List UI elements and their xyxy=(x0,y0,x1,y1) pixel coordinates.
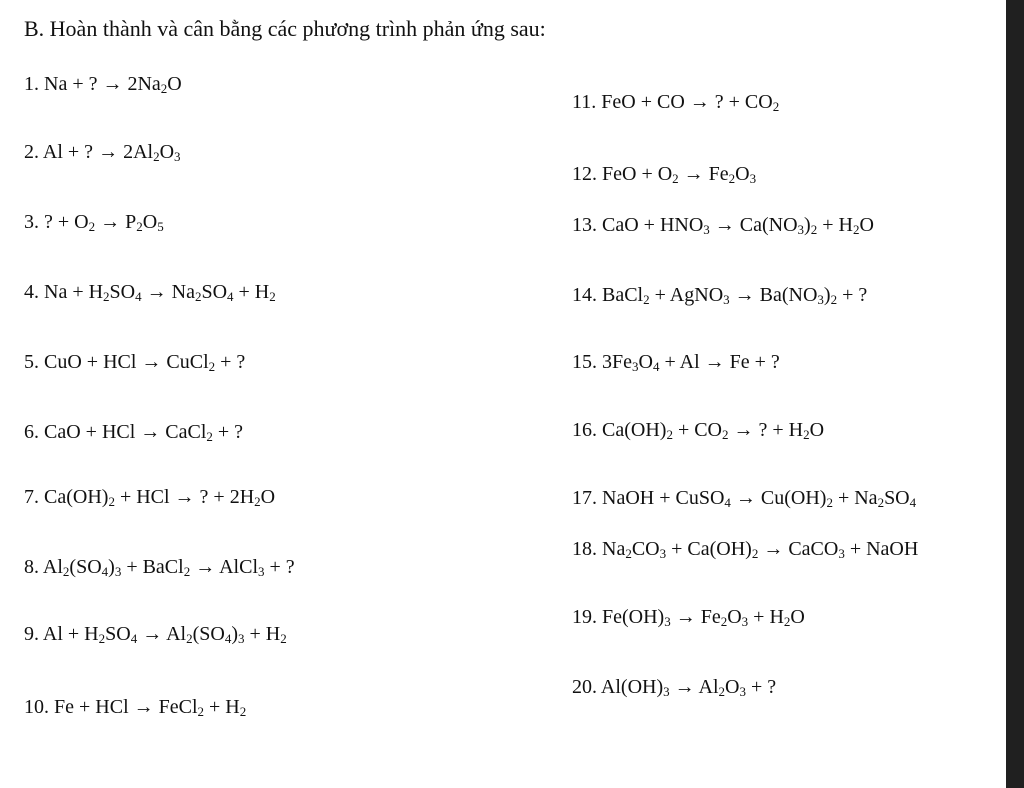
equation-text: Ca(OH) xyxy=(44,486,109,508)
equation-text: + NaOH xyxy=(844,538,919,560)
subscript: 2 xyxy=(803,427,810,442)
equation-number: 5. xyxy=(24,351,44,373)
equation-number: 2. xyxy=(24,141,43,163)
equation-text: CaO + HCl → CaCl xyxy=(44,421,207,443)
equation-text: + H xyxy=(204,696,240,718)
equation-19 xyxy=(572,605,805,629)
subscript: 4 xyxy=(224,631,232,646)
window-edge xyxy=(1006,0,1024,788)
equation-text: + H xyxy=(244,623,281,645)
subscript: 2 xyxy=(98,631,106,646)
equation-text: O xyxy=(727,606,742,628)
subscript: 2 xyxy=(722,427,729,442)
equation-text: ) xyxy=(231,623,239,645)
equation-text: + ? xyxy=(264,556,295,578)
equation-text: Na xyxy=(602,538,626,560)
subscript: 3 xyxy=(174,149,181,164)
equation-number: 15. xyxy=(572,351,602,373)
subscript: 2 xyxy=(720,614,728,629)
equation-text: CO xyxy=(631,538,660,560)
equation-20 xyxy=(572,675,776,699)
equation-text: → Ba(NO xyxy=(729,284,818,306)
equation-text: 3Fe xyxy=(602,351,632,373)
subscript: 2 xyxy=(88,219,96,234)
equation-13 xyxy=(572,213,874,237)
subscript: 4 xyxy=(135,289,142,304)
subscript: 2 xyxy=(153,149,160,164)
subscript: 2 xyxy=(718,684,726,699)
equation-text: Al xyxy=(42,556,63,578)
equation-number: 20. xyxy=(572,676,601,698)
subscript: 2 xyxy=(877,495,885,510)
equation-number: 14. xyxy=(572,284,602,306)
equation-text: + H xyxy=(233,281,270,303)
equation-text: → Al xyxy=(669,676,719,698)
page-title: B. Hoàn thành và cân bằng các phương trình phản ứng sau: xyxy=(24,16,546,41)
equation-text: Fe(OH) xyxy=(602,606,665,628)
equation-text: + ? xyxy=(837,284,868,306)
equation-text: Na + ? → 2Na xyxy=(44,73,161,95)
subscript: 2 xyxy=(206,429,213,444)
equation-1 xyxy=(24,72,182,96)
equation-text: Ca(OH) xyxy=(602,419,667,441)
equation-text: FeO + CO → ? + CO xyxy=(601,91,773,113)
equation-8 xyxy=(24,555,295,579)
equation-text: → CaCO xyxy=(758,538,839,560)
equation-18 xyxy=(572,537,918,561)
subscript: 3 xyxy=(258,564,265,579)
equation-text: + BaCl xyxy=(121,556,184,578)
subscript: 3 xyxy=(659,546,667,561)
equation-text: O xyxy=(725,676,740,698)
equation-text: → Fe xyxy=(670,606,721,628)
equation-text: ? + O xyxy=(44,211,89,233)
subscript: 2 xyxy=(197,704,205,719)
equation-text: → ? + H xyxy=(728,419,804,441)
equation-text: + HCl → ? + 2H xyxy=(114,486,255,508)
equation-text: O xyxy=(859,214,874,236)
equation-text: Na + H xyxy=(44,281,104,303)
equation-text: ) xyxy=(804,214,811,236)
equation-3 xyxy=(24,210,164,234)
subscript: 3 xyxy=(797,222,805,237)
equation-text: Al + H xyxy=(42,623,99,645)
equation-number: 17. xyxy=(572,487,602,509)
equation-text: O xyxy=(167,73,182,95)
subscript: 2 xyxy=(810,222,818,237)
equation-text: + ? xyxy=(215,351,246,373)
equation-14 xyxy=(572,283,867,307)
equation-7 xyxy=(24,485,275,509)
equation-text: + H xyxy=(817,214,853,236)
subscript: 2 xyxy=(183,564,191,579)
equation-15 xyxy=(572,350,780,374)
equation-text: ) xyxy=(823,284,831,306)
equation-number: 1. xyxy=(24,73,44,95)
equation-text: + CO xyxy=(672,419,722,441)
equation-text: (SO xyxy=(192,623,225,645)
subscript: 2 xyxy=(280,631,287,646)
subscript: 2 xyxy=(108,494,115,509)
subscript: 2 xyxy=(208,359,216,374)
equation-11 xyxy=(572,90,779,114)
equation-number: 12. xyxy=(572,163,602,185)
subscript: 3 xyxy=(838,546,845,561)
equation-text: + Al → Fe + ? xyxy=(659,351,780,373)
subscript: 2 xyxy=(666,427,673,442)
equation-text: → P xyxy=(95,211,137,233)
subscript: 3 xyxy=(703,222,710,237)
subscript: 3 xyxy=(238,631,245,646)
subscript: 2 xyxy=(643,292,650,307)
equation-text: CaO + HNO xyxy=(602,214,704,236)
equation-text: O xyxy=(790,606,805,628)
subscript: 3 xyxy=(632,359,639,374)
subscript: 2 xyxy=(160,81,168,96)
equation-text: + H xyxy=(748,606,784,628)
equation-number: 6. xyxy=(24,421,44,443)
equation-text: CuO + HCl → CuCl xyxy=(44,351,209,373)
equation-17 xyxy=(572,486,916,510)
subscript: 3 xyxy=(741,614,749,629)
equation-number: 19. xyxy=(572,606,602,628)
equation-text: O xyxy=(159,141,175,163)
equation-text: O xyxy=(638,351,653,373)
equation-text: SO xyxy=(884,487,910,509)
subscript: 3 xyxy=(664,614,671,629)
equation-number: 18. xyxy=(572,538,602,560)
subscript: 2 xyxy=(852,222,860,237)
subscript: 2 xyxy=(826,495,833,510)
equation-text: + Ca(OH) xyxy=(666,538,752,560)
subscript: 3 xyxy=(114,564,122,579)
equation-2 xyxy=(24,140,181,164)
equation-number: 7. xyxy=(24,486,44,508)
equation-number: 10. xyxy=(24,696,54,718)
subscript: 2 xyxy=(830,292,838,307)
subscript: 2 xyxy=(136,219,143,234)
subscript: 4 xyxy=(101,564,109,579)
subscript: 4 xyxy=(724,495,731,510)
equation-text: O xyxy=(260,486,276,508)
subscript: 3 xyxy=(663,684,670,699)
equation-number: 4. xyxy=(24,281,44,303)
subscript: 2 xyxy=(751,546,759,561)
subscript: 2 xyxy=(103,289,110,304)
subscript: 4 xyxy=(652,359,660,374)
equation-text: O xyxy=(142,211,158,233)
equation-text: NaOH + CuSO xyxy=(602,487,725,509)
equation-text: Al + ? → 2Al xyxy=(42,141,154,163)
equation-text: → Ca(NO xyxy=(709,214,798,236)
equation-text: (SO xyxy=(69,556,102,578)
equation-number: 13. xyxy=(572,214,602,236)
equation-text: + ? xyxy=(212,421,244,443)
equation-text: O xyxy=(809,419,825,441)
equation-text: FeO + O xyxy=(602,163,673,185)
subscript: 2 xyxy=(728,171,736,186)
subscript: 2 xyxy=(625,546,632,561)
subscript: 3 xyxy=(723,292,730,307)
equation-text: O xyxy=(735,163,750,185)
subscript: 2 xyxy=(194,289,202,304)
equation-number: 8. xyxy=(24,556,43,578)
equation-text: SO xyxy=(201,281,228,303)
subscript: 2 xyxy=(269,289,276,304)
equation-text: → AlCl xyxy=(190,556,259,578)
equation-text: + Na xyxy=(832,487,878,509)
subscript: 2 xyxy=(239,704,247,719)
subscript: 4 xyxy=(130,631,138,646)
subscript: 2 xyxy=(772,99,780,114)
equation-10 xyxy=(24,695,246,719)
equation-number: 16. xyxy=(572,419,602,441)
equation-text: SO xyxy=(105,623,131,645)
equation-text: SO xyxy=(109,281,136,303)
equation-text: → Al xyxy=(137,623,187,645)
equation-5 xyxy=(24,350,245,374)
equation-6 xyxy=(24,420,243,444)
equation-4 xyxy=(24,280,276,304)
equation-12 xyxy=(572,162,756,186)
subscript: 4 xyxy=(227,289,234,304)
equation-9 xyxy=(24,622,287,646)
equation-text: Al(OH) xyxy=(600,676,664,698)
subscript: 4 xyxy=(909,495,917,510)
equation-text: ) xyxy=(108,556,115,578)
equation-text: + ? xyxy=(745,676,777,698)
equation-text: + AgNO xyxy=(649,284,724,306)
subscript: 2 xyxy=(254,494,261,509)
equation-text: → Cu(OH) xyxy=(730,487,827,509)
subscript: 3 xyxy=(749,171,757,186)
equation-16 xyxy=(572,418,824,442)
subscript: 2 xyxy=(783,614,791,629)
equation-text: → Na xyxy=(141,281,195,303)
subscript: 3 xyxy=(739,684,746,699)
subscript: 2 xyxy=(186,631,193,646)
equation-number: 3. xyxy=(24,211,44,233)
subscript: 5 xyxy=(157,219,164,234)
equation-text: → Fe xyxy=(678,163,729,185)
equation-number: 11. xyxy=(572,91,602,113)
equation-text: BaCl xyxy=(602,284,644,306)
subscript: 3 xyxy=(817,292,824,307)
equation-text: Fe + HCl → FeCl xyxy=(54,696,198,718)
subscript: 2 xyxy=(672,171,679,186)
subscript: 2 xyxy=(62,564,70,579)
equation-number: 9. xyxy=(24,623,43,645)
